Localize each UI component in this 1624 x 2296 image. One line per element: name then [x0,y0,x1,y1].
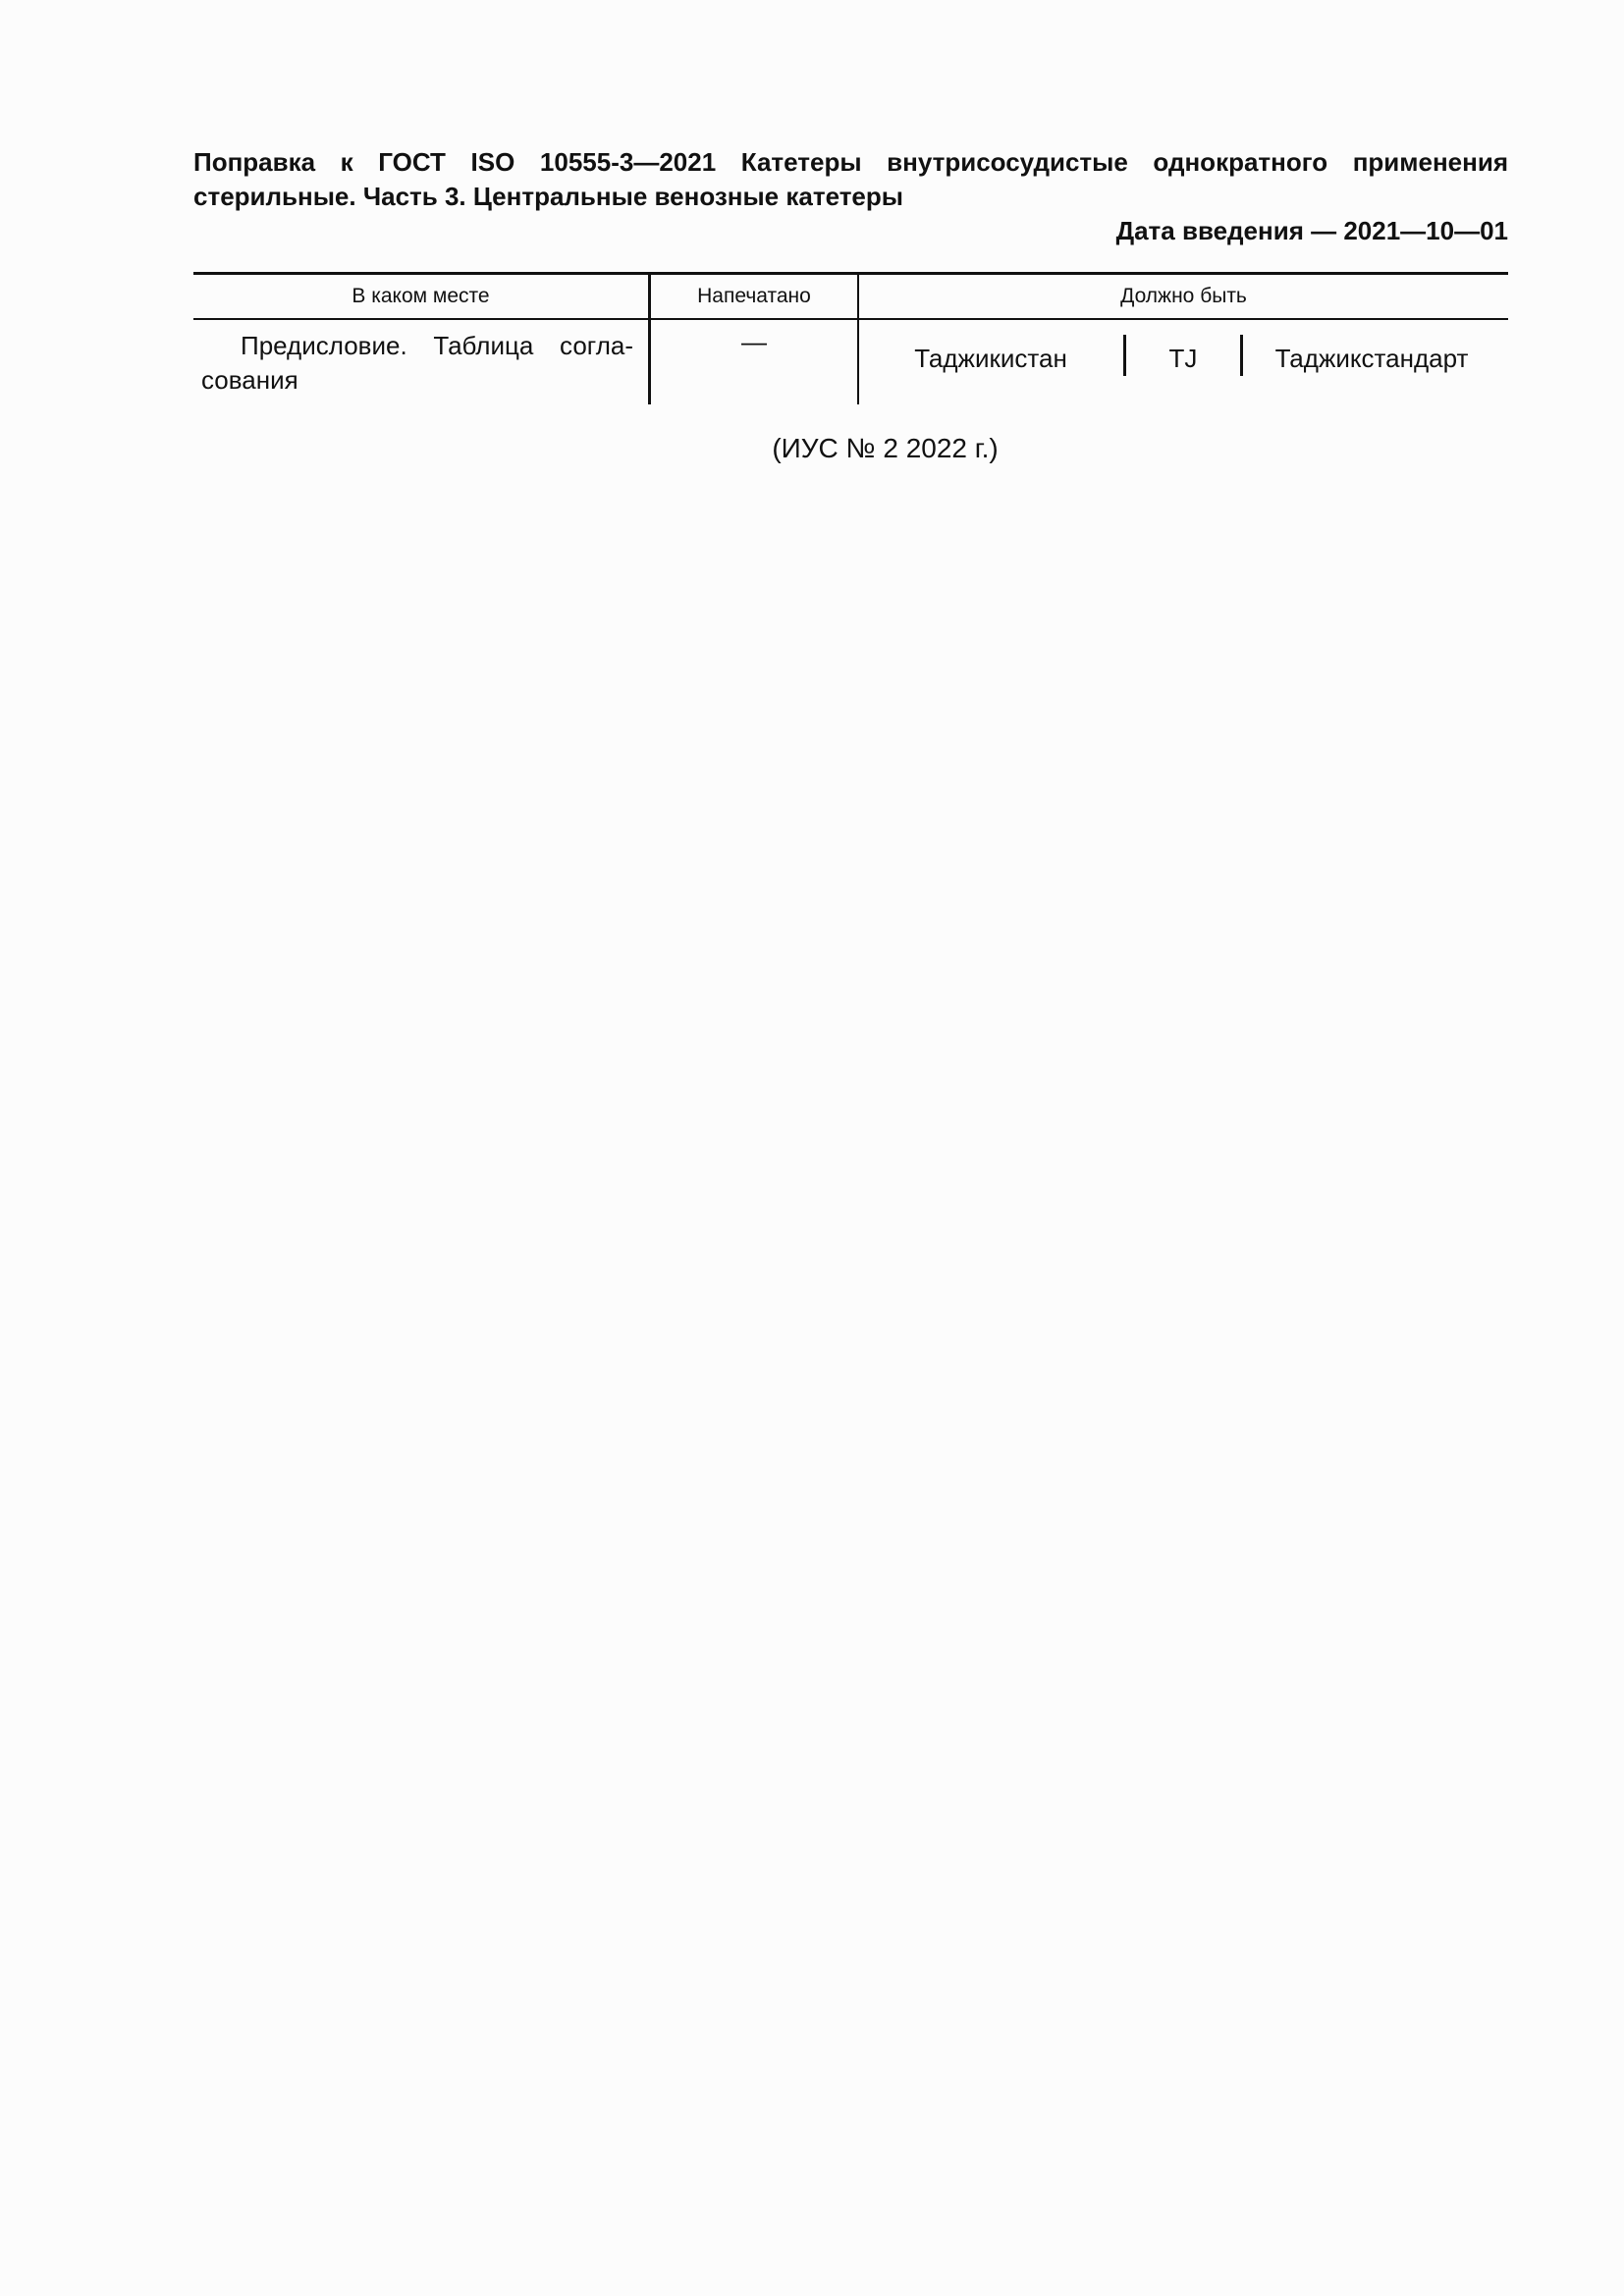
document-title: Поправка к ГОСТ ISO 10555-3—2021 Катетеры внутрисосудистые однократного применения стерильные. Часть 3. Центральные венозные катетеры [193,147,1508,211]
cell-printed: — [741,327,767,356]
inner-divider [1240,335,1243,376]
header-should-be: Должно быть [1120,285,1247,307]
cell-where-line2: сования [201,365,298,395]
table-header-rule [193,318,1508,320]
correction-table [193,272,1508,404]
cell-where [201,329,633,398]
header-where: В каком месте [352,285,490,307]
cell-should-be-country: Таджикистан [914,344,1067,373]
cell-should-be-authority: Таджикстандарт [1274,344,1469,373]
cell-where-line1: Предисловие. Таблица согла- [241,331,633,360]
cell-should-be-code: TJ [1168,344,1198,373]
header-printed: Напечатано [697,285,811,307]
effective-date: Дата введения — 2021—10—01 [1115,216,1508,245]
ius-reference: (ИУС № 2 2022 г.) [772,433,999,463]
